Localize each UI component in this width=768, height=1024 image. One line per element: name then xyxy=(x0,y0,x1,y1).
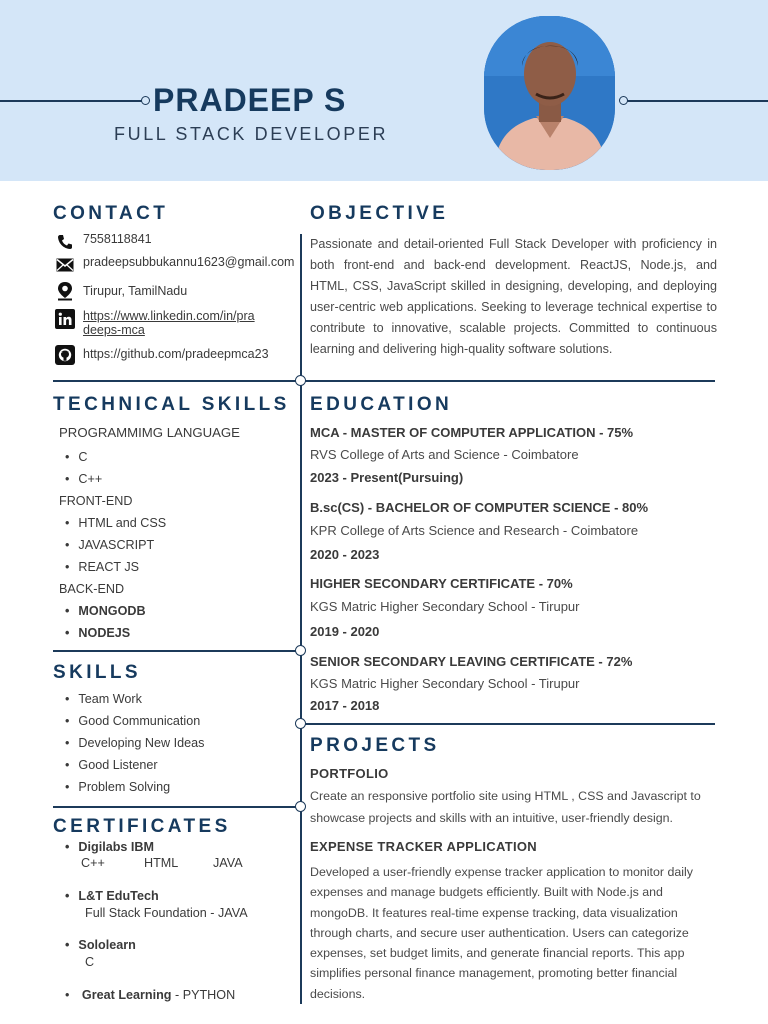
education-degree: MCA - MASTER OF COMPUTER APPLICATION - 75% xyxy=(310,425,634,440)
rule-education xyxy=(301,723,715,725)
certificate-detail: - PYTHON xyxy=(171,988,236,1002)
rule-skills xyxy=(53,806,301,808)
header-line-left-dot xyxy=(141,96,150,105)
objective-text: Passionate and detail-oriented Full Stack Developer with proficiency in both front-end and back-end development. ReactJS, Node.js, and HTML, CSS, JavaScript skilled in designing, developing, and deploying user-centric web applications. Seeking to leverage technical expertise to contribute to innovative, scalable projects. Committed to continuous learning and delivering high-quality software solutions. xyxy=(310,237,717,356)
node-4 xyxy=(295,801,306,812)
list-item: • REACT JS xyxy=(65,560,139,574)
header-line-right xyxy=(627,100,768,102)
list-item: • Developing New Ideas xyxy=(65,736,204,750)
linkedin-link-line-1[interactable]: https://www.linkedin.com/in/pra xyxy=(83,309,255,323)
candidate-role: FULL STACK DEVELOPER xyxy=(114,124,389,144)
profile-photo xyxy=(484,16,615,170)
education-school: KGS Matric Higher Secondary School - Tirupur xyxy=(310,599,580,614)
education-heading: EDUCATION xyxy=(310,394,453,415)
rule-objective xyxy=(301,380,715,382)
node-1 xyxy=(295,375,306,386)
certificates-heading: CERTIFICATES xyxy=(53,816,231,837)
list-item: • C++ xyxy=(65,472,102,486)
project-title: PORTFOLIO xyxy=(310,766,389,781)
contact-heading: CONTACT xyxy=(53,203,169,224)
certificate-name: • Sololearn xyxy=(65,938,136,952)
phone-icon xyxy=(55,232,75,252)
projects-heading: PROJECTS xyxy=(310,735,440,756)
linkedin-link[interactable] xyxy=(83,309,255,337)
rule-contact xyxy=(53,380,301,382)
contact-github[interactable] xyxy=(55,345,269,365)
certificate-name: • Digilabs IBM xyxy=(65,840,154,854)
project-description: Developed a user-friendly expense tracker application to monitor daily expenses and manage budgets efficiently. Built with Node.js and mongoDB. It features real-time expense tracking, data visualization through charts, and secure user authentication. Users can categorize expenses, set budget limits, and generate financial reports. This app simplifies personal finance management, promoting better financial decisions. xyxy=(310,865,693,1001)
certificate-name: • L&T EduTech xyxy=(65,889,159,903)
certificate-detail: C xyxy=(85,955,95,969)
education-school: KPR College of Arts Science and Research - Coimbatore xyxy=(310,523,639,538)
programming-language-heading: PROGRAMMIMG LANGUAGE xyxy=(59,425,240,440)
objective-heading: OBJECTIVE xyxy=(310,203,449,224)
project-title: EXPENSE TRACKER APPLICATION xyxy=(310,839,537,854)
list-item: • Good Communication xyxy=(65,714,200,728)
github-link[interactable]: https://github.com/pradeepmca23 xyxy=(83,347,269,361)
location-text: Tirupur, TamilNadu xyxy=(83,284,188,298)
header-line-right-dot xyxy=(619,96,628,105)
certificate-detail: C++ xyxy=(81,856,105,870)
contact-location xyxy=(55,281,187,301)
location-pin-icon xyxy=(55,281,75,301)
mail-icon xyxy=(55,255,75,275)
phone-number: 7558118841 xyxy=(83,232,152,246)
education-years: 2017 - 2018 xyxy=(310,698,380,713)
linkedin-icon xyxy=(55,309,75,329)
header-band xyxy=(0,0,768,181)
list-item: • Problem Solving xyxy=(65,780,170,794)
technical-skills-heading: TECHNICAL SKILLS xyxy=(53,394,290,415)
education-degree: HIGHER SECONDARY CERTIFICATE - 70% xyxy=(310,576,573,591)
node-3 xyxy=(295,718,306,729)
github-icon xyxy=(55,345,75,365)
skills-heading: SKILLS xyxy=(53,662,141,683)
education-years: 2020 - 2023 xyxy=(310,547,380,562)
contact-phone xyxy=(55,232,152,252)
linkedin-link-line-2[interactable]: deeps-mca xyxy=(83,323,145,337)
email-address: pradeepsubbukannu1623@gmail.com xyxy=(83,255,295,269)
education-school: RVS College of Arts and Science - Coimbatore xyxy=(310,447,579,462)
front-end-heading: FRONT-END xyxy=(59,494,133,508)
header-line-left xyxy=(0,100,142,102)
contact-email xyxy=(55,255,294,275)
contact-linkedin[interactable] xyxy=(55,309,255,337)
certificate-name: Great Learning xyxy=(81,988,172,1002)
node-2 xyxy=(295,645,306,656)
list-item: • MONGODB xyxy=(65,604,146,618)
certificate-detail: HTML xyxy=(144,856,179,870)
list-item: • Good Listener xyxy=(65,758,158,772)
list-item: • NODEJS xyxy=(65,626,130,640)
list-item: • JAVASCRIPT xyxy=(65,538,154,552)
project-description: Create an responsive portfolio site using HTML , CSS and Javascript to showcase projects and skills with an intuitive, user-friendly design. xyxy=(310,789,701,825)
certificate-detail: Full Stack Foundation - JAVA xyxy=(85,906,248,920)
education-degree: B.sc(CS) - BACHELOR OF COMPUTER SCIENCE - 80% xyxy=(310,500,649,515)
rule-techskills xyxy=(53,650,301,652)
certificate-detail: JAVA xyxy=(213,856,243,870)
certificate-item xyxy=(65,988,235,1002)
list-item: • HTML and CSS xyxy=(65,516,166,530)
back-end-heading: BACK-END xyxy=(59,582,125,596)
candidate-name: PRADEEP S xyxy=(153,82,347,118)
list-item: • C xyxy=(65,450,88,464)
education-degree: SENIOR SECONDARY LEAVING CERTIFICATE - 72% xyxy=(310,654,633,669)
column-divider xyxy=(300,234,302,1004)
education-school: KGS Matric Higher Secondary School - Tirupur xyxy=(310,676,580,691)
education-years: 2019 - 2020 xyxy=(310,624,380,639)
education-years: 2023 - Present(Pursuing) xyxy=(310,470,464,485)
list-item: • Team Work xyxy=(65,692,142,706)
